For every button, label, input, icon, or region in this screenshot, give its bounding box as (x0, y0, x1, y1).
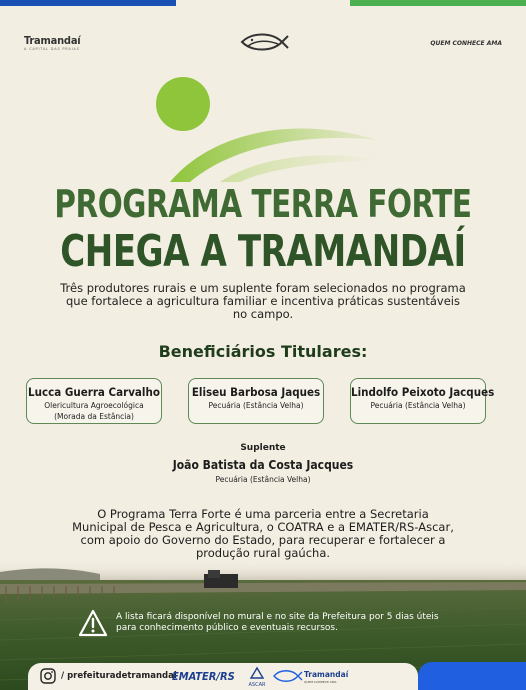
beneficiary-name: Lindolfo Peixoto Jacques (351, 385, 495, 399)
beneficiary-name: Eliseu Barbosa Jaques (191, 385, 321, 399)
beneficiary-name: Lucca Guerra Carvalho (28, 385, 160, 399)
brand-name: Tramandaí (24, 34, 81, 47)
top-bar-blue (0, 0, 176, 6)
footer-brand-name: Tramandaí (304, 670, 349, 679)
instagram-icon[interactable] (40, 668, 56, 684)
footer-brand-sub: QUEM CONHECE AMA (304, 680, 337, 684)
beneficiary-desc: Pecuária (Estância Velha) (208, 401, 304, 410)
headline-line1: PROGRAMA TERRA FORTE (54, 182, 472, 226)
partnership-text: O Programa Terra Forte é uma parceria entre a Secretaria Municipal de Pesca e Agricultura, o COATRA e a EMATER/RS-Ascar, com apoio do Governo do Estado, para recuperar e fortalecer a produção rural gaúcha. (72, 507, 454, 560)
slogan-text: QUEM CONHECE AMA (430, 40, 502, 47)
suplente-label: Suplente (240, 443, 286, 453)
intro-text: Três produtores rurais e um suplente foram selecionados no programa que fortalece a agricultura familiar e incentiva práticas sustentáveis no campo. (60, 281, 466, 321)
fish-logo-icon (238, 30, 290, 54)
notice-text: A lista ficará disponível no mural e no site da Prefeitura por 5 dias úteis para conhecimento público e eventuais recursos. (116, 612, 439, 633)
warning-icon (78, 609, 108, 637)
ascar-label: ASCAR (248, 682, 266, 688)
sun-field-graphic (150, 64, 390, 194)
brand-logo (24, 34, 81, 51)
top-bar-green (350, 0, 526, 6)
instagram-handle[interactable]: / prefeituradetramandai (61, 671, 177, 681)
emater-logo-text: EMATER/RS (172, 670, 235, 683)
section-title: Beneficiários Titulares: (158, 342, 368, 361)
top-color-bars (0, 0, 526, 6)
brand-tagline: A CAPITAL DAS PRAIAS (24, 47, 80, 51)
headline-line2: CHEGA A TRAMANDAÍ (60, 226, 466, 277)
beneficiary-card (188, 378, 324, 424)
beneficiary-desc: Pecuária (Estância Velha) (370, 401, 466, 410)
suplente-desc: Pecuária (Estância Velha) (215, 475, 311, 484)
ascar-logo-icon (248, 666, 266, 688)
beneficiary-location: (Morada da Estância) (54, 412, 134, 421)
beneficiary-card (350, 378, 495, 424)
footer-blue-accent (418, 662, 526, 690)
footer-brand-logo (272, 666, 349, 688)
footer-fish-icon (274, 671, 298, 682)
suplente-name: João Batista da Costa Jacques (172, 458, 354, 472)
beneficiary-card (26, 378, 162, 424)
beneficiary-desc: Olericultura Agroecológica (44, 401, 144, 410)
